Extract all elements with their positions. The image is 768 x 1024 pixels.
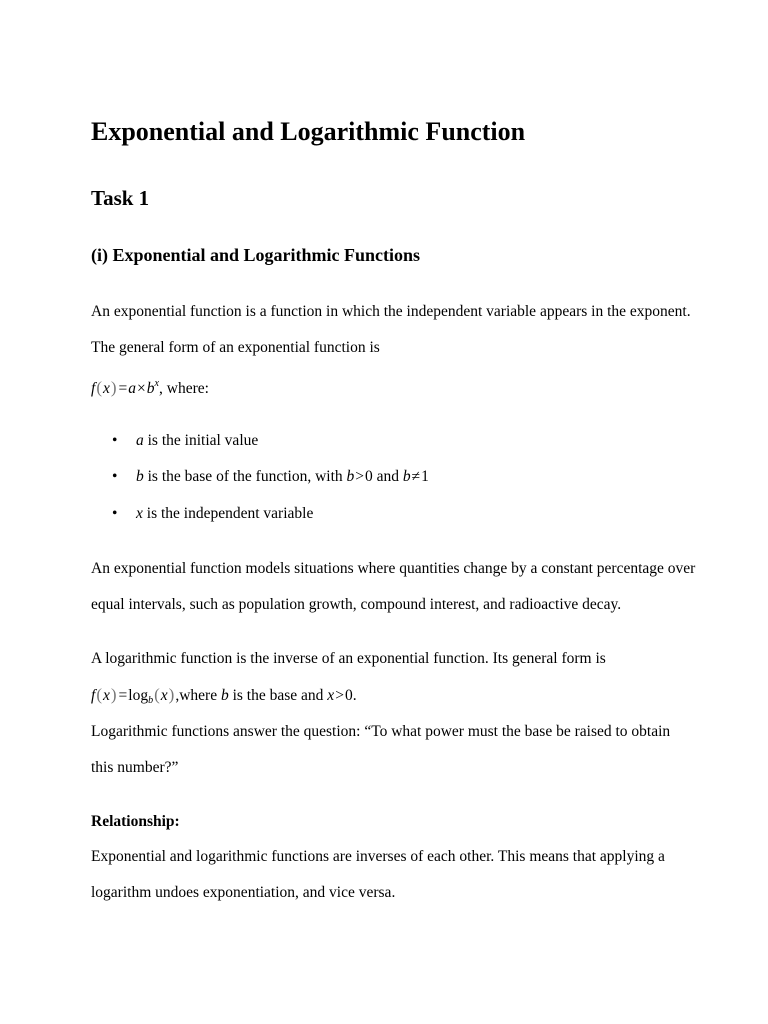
bullet-item-initial-value	[136, 430, 258, 452]
formula-zero: 0.	[344, 687, 357, 704]
bullet-dot-3: •	[112, 505, 118, 522]
relationship-heading: Relationship:	[91, 813, 180, 830]
bullet-text: is the initial value	[143, 432, 259, 449]
paren-open: (	[154, 685, 160, 704]
log-question-line-2: this number?”	[91, 759, 179, 776]
intro-line-2: The general form of an exponential function is	[91, 339, 380, 356]
page-title: Exponential and Logarithmic Function	[91, 117, 526, 146]
formula-f: f	[91, 380, 96, 397]
relationship-line-1: Exponential and logarithmic functions are inverses of each other. This means that applying a	[91, 848, 665, 865]
formula-equals: =	[118, 687, 128, 704]
bullet-var: b	[136, 468, 144, 485]
bullet-dot-1: •	[112, 432, 118, 449]
cond1-var: b	[346, 468, 355, 485]
formula-tail: , where:	[159, 380, 209, 397]
task-heading: Task 1	[91, 186, 150, 210]
formula-b: b	[146, 380, 155, 397]
formula-x-var: x	[327, 687, 335, 704]
bullet-dot-2: •	[112, 468, 118, 485]
cond-join: and	[372, 468, 403, 485]
formula-f: f	[91, 687, 96, 704]
formula-equals: =	[118, 380, 128, 397]
bullet-var: x	[136, 505, 143, 522]
formula-log: log	[128, 687, 149, 704]
section-heading: (i) Exponential and Logarithmic Functions	[91, 245, 421, 265]
bullet-item-base	[136, 466, 429, 488]
log-intro-line-1: A logarithmic function is the inverse of an exponential function. Its general form is	[91, 650, 606, 667]
formula-base-text: is the base and	[228, 687, 328, 704]
paren-open: (	[96, 378, 102, 397]
formula-x: x	[102, 380, 110, 397]
formula-b-var: b	[220, 687, 229, 704]
paren-close: )	[110, 685, 117, 704]
bullet-var: a	[136, 432, 144, 449]
relationship-line-2: logarithm undoes exponentiation, and vice versa.	[91, 884, 396, 901]
cond1-val: 0	[365, 468, 373, 485]
log-question-line-1: Logarithmic functions answer the question: “To what power must the base be raised to obtain	[91, 723, 671, 740]
formula-log-base: b	[148, 695, 154, 706]
formula-arg: x	[160, 687, 168, 704]
formula-a: a	[128, 380, 137, 397]
cond1-op: >	[355, 468, 364, 485]
bullet-text: is the base of the function, with	[143, 468, 347, 485]
formula-gt: >	[335, 687, 344, 704]
paren-close: )	[110, 378, 117, 397]
formula-x: x	[102, 687, 110, 704]
logarithmic-formula	[91, 684, 357, 712]
paren-close: )	[168, 685, 175, 704]
cond2-val: 1	[421, 468, 429, 485]
cond2-op: ≠	[411, 468, 421, 485]
models-line-1: An exponential function models situations where quantities change by a constant percentage over	[91, 560, 696, 577]
cond2-var: b	[402, 468, 411, 485]
exponential-formula	[91, 373, 209, 400]
formula-times: ×	[137, 380, 146, 397]
formula-where: ,where	[175, 687, 221, 704]
formula-exponent: x	[154, 378, 159, 389]
bullet-text: is the independent variable	[142, 505, 314, 522]
intro-line-1: An exponential function is a function in which the independent variable appears in the exponent.	[91, 303, 691, 320]
models-line-2: equal intervals, such as population growth, compound interest, and radioactive decay.	[91, 596, 622, 613]
bullet-item-independent-variable	[136, 503, 313, 525]
paren-open: (	[96, 685, 102, 704]
